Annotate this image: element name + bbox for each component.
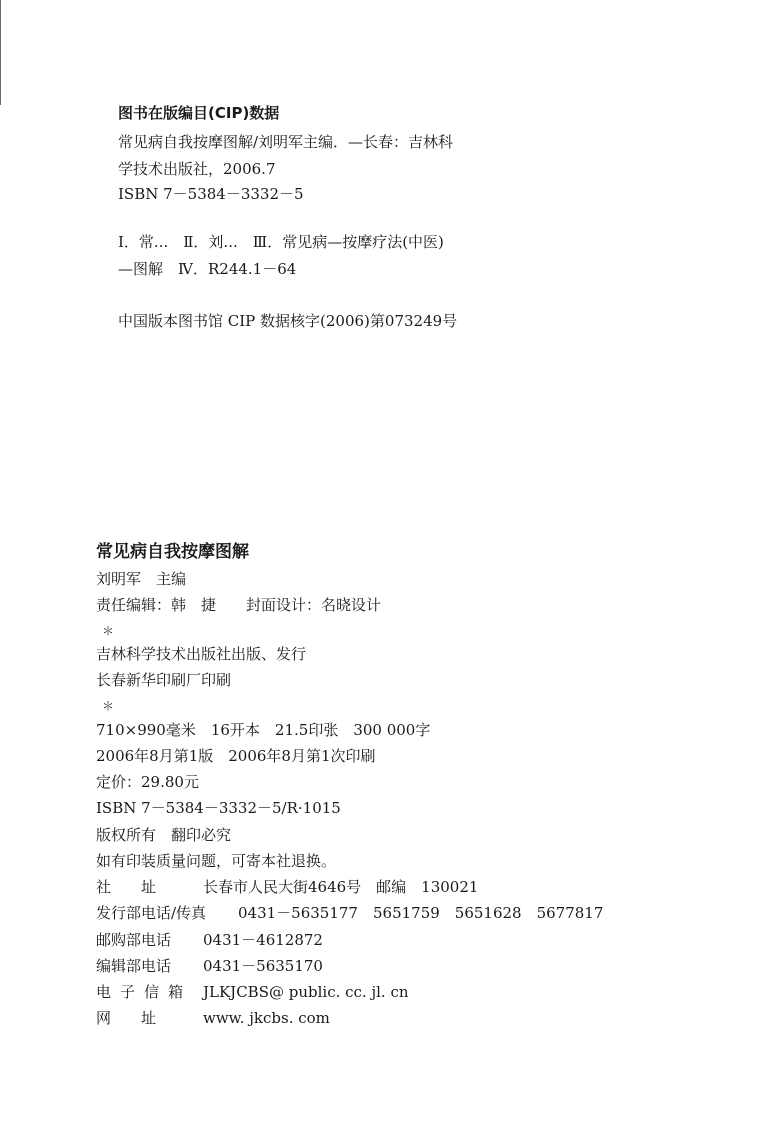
- cip-line-1: 常见病自我按摩图解/刘明军主编．—长春：吉林科: [118, 133, 454, 151]
- editorial-label: 编辑部电话: [96, 957, 172, 975]
- cip-heading: 图书在版编目(CIP)数据: [118, 104, 280, 122]
- cip-line-2: 学技术出版社，2006.7: [118, 160, 276, 178]
- editorial-value: 0431－5635170: [203, 957, 323, 975]
- email-value: JLKJCBS@ public. cc. jl. cn: [203, 983, 409, 1001]
- website-label: 网 址: [96, 1009, 157, 1027]
- isbn-full: ISBN 7－5384－3332－5/R·1015: [96, 799, 341, 817]
- price: 定价：29.80元: [96, 773, 199, 791]
- copyright: 版权所有 翻印必究: [96, 826, 232, 844]
- separator-star-1: ＊: [102, 624, 115, 638]
- book-title: 常见病自我按摩图解: [96, 542, 249, 562]
- website-value: www. jkcbs. com: [203, 1009, 330, 1027]
- separator-star-2: ＊: [102, 699, 115, 713]
- edition: 2006年8月第1版 2006年8月第1次印刷: [96, 747, 376, 765]
- specs: 710×990毫米 16开本 21.5印张 300 000字: [96, 721, 431, 739]
- address-label: 社 址: [96, 878, 157, 896]
- scan-edge-line: [0, 0, 1, 105]
- mailorder-label: 邮购部电话: [96, 931, 172, 949]
- author: 刘明军 主编: [96, 570, 187, 588]
- cip-classification-1: Ⅰ．常... Ⅱ．刘... Ⅲ．常见病—按摩疗法(中医): [118, 233, 444, 251]
- publisher: 吉林科学技术出版社出版、发行: [96, 645, 307, 663]
- distribution-value: 0431－5635177 5651759 5651628 5677817: [238, 904, 604, 922]
- editors: 责任编辑：韩 捷 封面设计：名晓设计: [96, 596, 382, 614]
- printer: 长春新华印刷厂印刷: [96, 671, 232, 689]
- address-value: 长春市人民大街4646号 邮编 130021: [203, 878, 479, 896]
- cip-isbn: ISBN 7－5384－3332－5: [118, 185, 304, 203]
- distribution-label: 发行部电话/传真: [96, 904, 207, 922]
- mailorder-value: 0431－4612872: [203, 931, 323, 949]
- email-label: 电子信箱: [96, 983, 193, 1001]
- cip-verification: 中国版本图书馆 CIP 数据核字(2006)第073249号: [118, 312, 458, 330]
- returns-note: 如有印装质量问题，可寄本社退换。: [96, 852, 337, 870]
- cip-classification-2: —图解 Ⅳ．R244.1－64: [118, 260, 297, 278]
